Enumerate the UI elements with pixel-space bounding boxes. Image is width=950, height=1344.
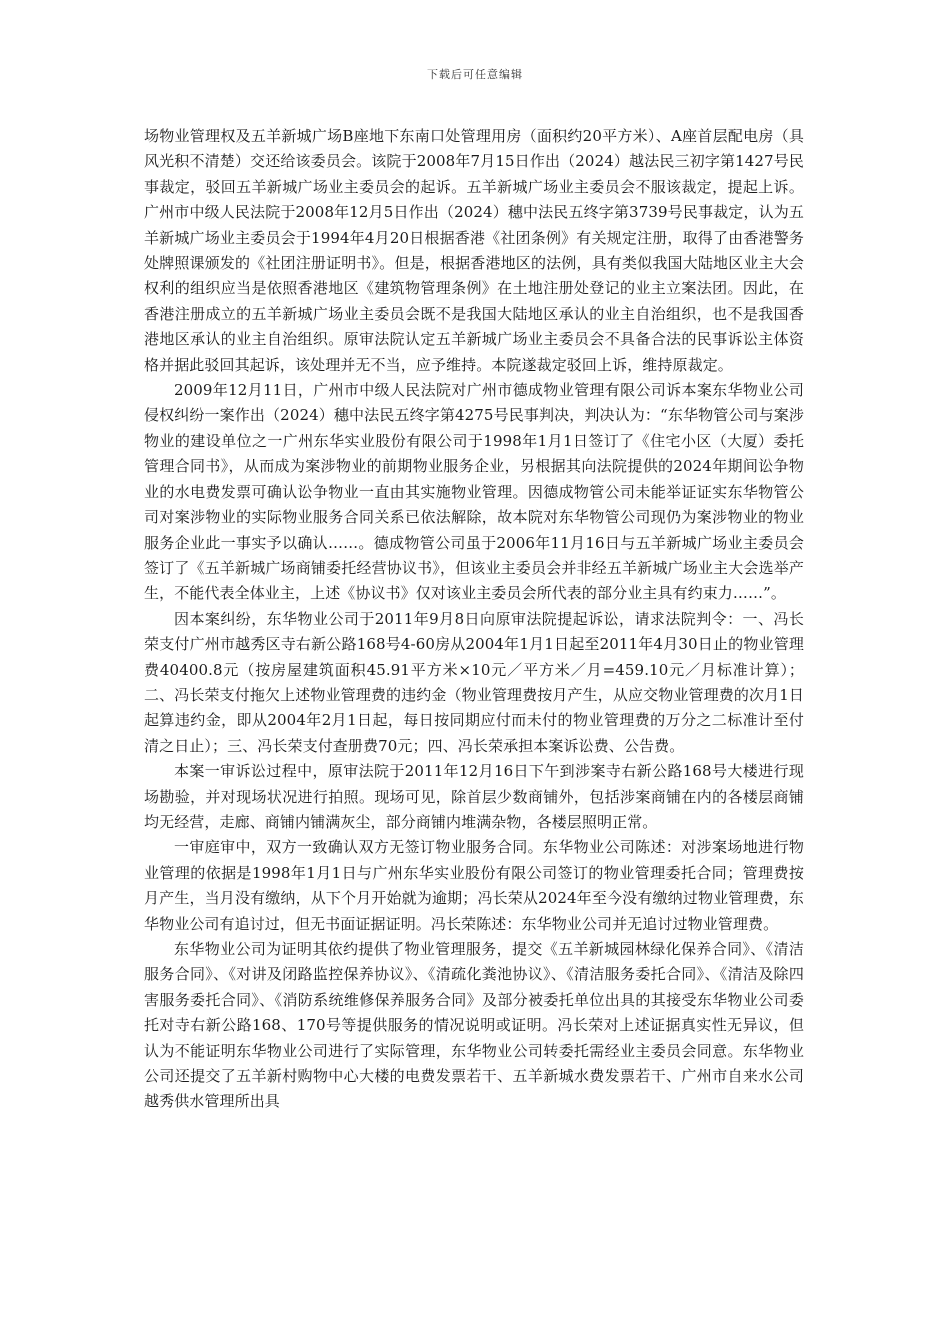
paragraph-5: 一审庭审中，双方一致确认双方无签订物业服务合同。东华物业公司陈述：对涉案场地进行物业管理的依据是1998年1月1日与广州东华实业股份有限公司签订的物业管理委托合同；管理费按月产生，当月没有缴纳，从下个月开始就为逾期；冯长荣从2024年至今没有缴纳过物业管理费，东华物业公司有追讨过，但无书面证据证明。冯长荣陈述：东华物业公司并无追讨过物业管理费。: [144, 838, 804, 933]
document-body: [144, 124, 804, 1115]
paragraph-6: 东华物业公司为证明其依约提供了物业管理服务，提交《五羊新城园林绿化保养合同》、《清洁服务合同》、《对讲及闭路监控保养协议》、《清疏化粪池协议》、《清洁服务委托合同》、《清洁及除四害服务委托合同》、《消防系统维修保养服务合同》及部分被委托单位出具的其接受东华物业公司委托对寺右新公路168、170号等提供服务的情况说明或证明。冯长荣对上述证据真实性无异议，但认为不能证明东华物业公司进行了实际管理，东华物业公司转委托需经业主委员会同意。东华物业公司还提交了五羊新村购物中心大楼的电费发票若干、五羊新城水费发票若干、广州市自来水公司越秀供水管理所出具: [144, 940, 804, 1111]
paragraph-1: 场物业管理权及五羊新城广场B座地下东南口处管理用房（面积约20平方米）、A座首层配电房（具风光积不清楚）交还给该委员会。该院于2008年7月15日作出（2024）越法民三初字第1427号民事裁定，驳回五羊新城广场业主委员会的起诉。五羊新城广场业主委员会不服该裁定，提起上诉。广州市中级人民法院于2008年12月5日作出（2024）穗中法民五终字第3739号民事裁定，认为五羊新城广场业主委员会于1994年4月20日根据香港《社团条例》有关规定注册，取得了由香港警务处牌照课颁发的《社团注册证明书》。但是，根据香港地区的法例，具有类似我国大陆地区业主大会权利的组织应当是依照香港地区《建筑物管理条例》在土地注册处登记的业主立案法团。因此，在香港注册成立的五羊新城广场业主委员会既不是我国大陆地区承认的业主自治组织，也不是我国香港地区承认的业主自治组织。原审法院认定五羊新城广场业主委员会不具备合法的民事诉讼主体资格并据此驳回其起诉，该处理并无不当，应予维持。本院遂裁定驳回上诉，维持原裁定。: [144, 127, 804, 374]
page-header-note: 下载后可任意编辑: [427, 68, 523, 81]
paragraph-2: 2009年12月11日，广州市中级人民法院对广州市德成物业管理有限公司诉本案东华物业公司侵权纠纷一案作出（2024）穗中法民五终字第4275号民事判决，判决认为：“东华物管公司与案涉物业的建设单位之一广州东华实业股份有限公司于1998年1月1日签订了《住宅小区（大厦）委托管理合同书》，从而成为案涉物业的前期物业服务企业，另根据其向法院提供的2024年期间讼争物业的水电费发票可确认讼争物业一直由其实施物业管理。因德成物管公司未能举证证实东华物管公司对案涉物业的实际物业服务合同关系已依法解除，故本院对东华物管公司现仍为案涉物业的物业服务企业此一事实予以确认……。德成物管公司虽于2006年11月16日与五羊新城广场业主委员会签订了《五羊新城广场商铺委托经营协议书》，但该业主委员会并非经五羊新城广场业主大会选举产生，不能代表全体业主，上述《协议书》仅对该业主委员会所代表的部分业主具有约束力……”。: [144, 381, 804, 603]
paragraph-3: 因本案纠纷，东华物业公司于2011年9月8日向原审法院提起诉讼，请求法院判令：一、冯长荣支付广州市越秀区寺右新公路168号4-60房从2004年1月1日起至2011年4月30日止的物业管理费40400.8元（按房屋建筑面积45.91平方米×10元／平方米／月=459.10元／月标准计算）；二、冯长荣支付拖欠上述物业管理费的违约金（物业管理费按月产生，从应交物业管理费的次月1日起算违约金，即从2004年2月1日起，每日按同期应付而未付的物业管理费的万分之二标准计至付清之日止）；三、冯长荣支付查册费70元；四、冯长荣承担本案诉讼费、公告费。: [144, 609, 804, 755]
paragraph-4: 本案一审诉讼过程中，原审法院于2011年12月16日下午到涉案寺右新公路168号大楼进行现场勘验，并对现场状况进行拍照。现场可见，除首层少数商铺外，包括涉案商铺在内的各楼层商铺均无经营，走廊、商铺内铺满灰尘，部分商铺内堆满杂物，各楼层照明正常。: [144, 762, 804, 831]
